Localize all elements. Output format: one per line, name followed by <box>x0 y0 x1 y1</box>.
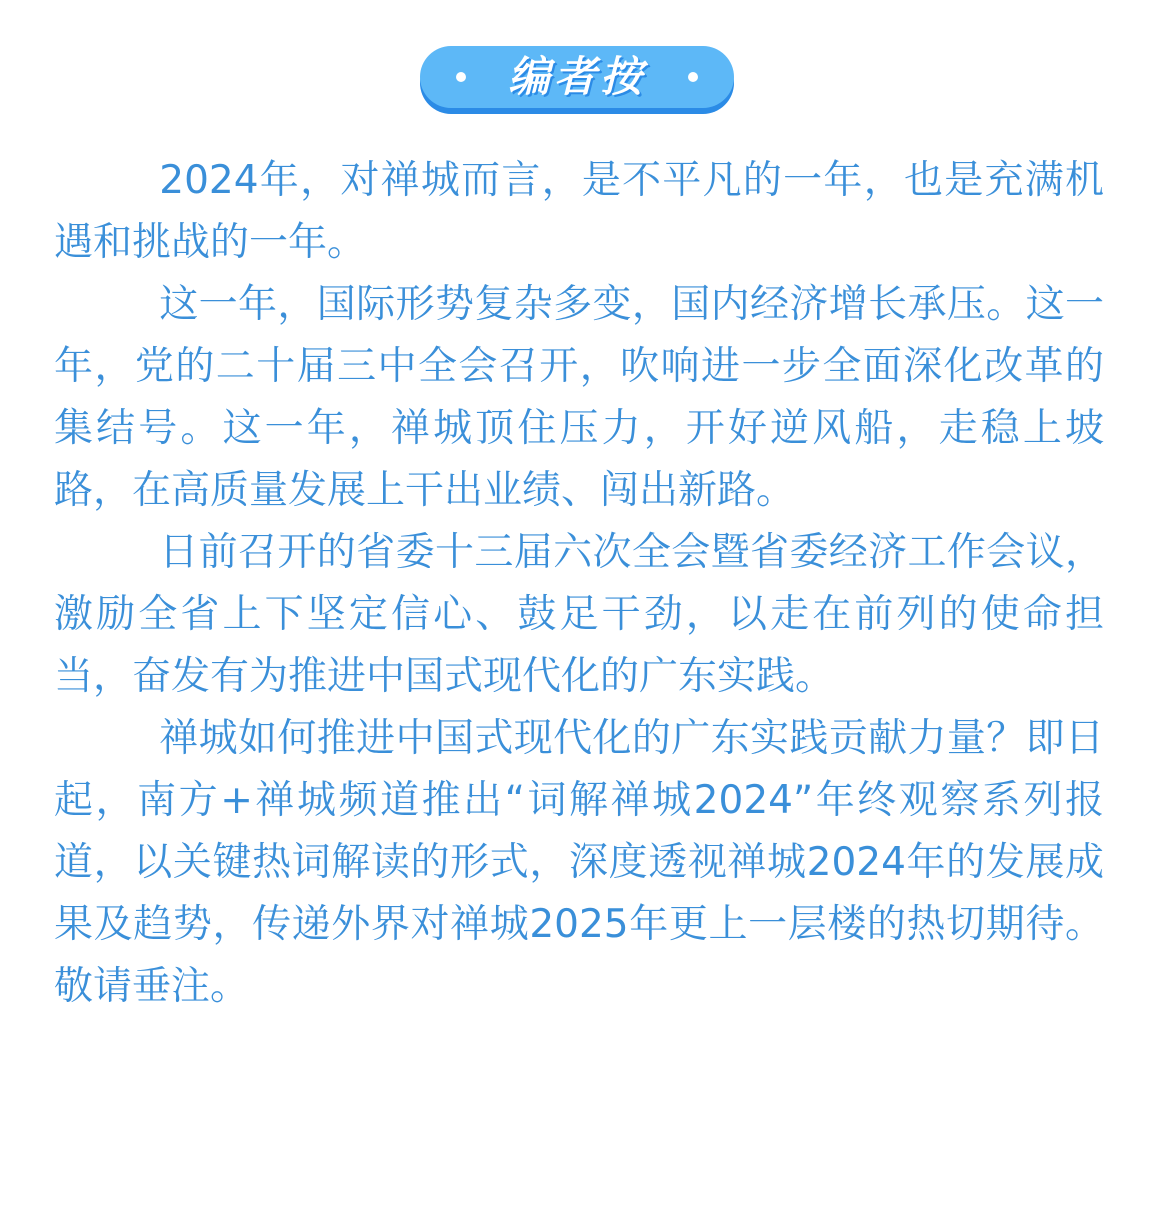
paragraph-4: 禅城如何推进中国式现代化的广东实践贡献力量？即日起，南方+禅城频道推出“词解禅城2024”年终观察系列报道，以关键热词解读的形式，深度透视禅城2024年的发展成果及趋势，传递外界对禅城2025年更上一层楼的热切期待。敬请垂注。 <box>54 716 1104 1009</box>
editor-note-header <box>420 46 734 114</box>
right-dot-icon <box>688 72 698 82</box>
paragraph-2: 这一年，国际形势复杂多变，国内经济增长承压。这一年，党的二十届三中全会召开，吹响进一步全面深化改革的集结号。这一年，禅城顶住压力，开好逆风船，走稳上坡路，在高质量发展上干出业绩、闯出新路。 <box>54 282 1104 513</box>
page-title: 编者按 <box>507 52 646 101</box>
header-pill <box>420 46 734 108</box>
article-body <box>54 150 1104 1018</box>
left-dot-icon <box>456 72 466 82</box>
paragraph-3: 日前召开的省委十三届六次全会暨省委经济工作会议，激励全省上下坚定信心、鼓足干劲，以走在前列的使命担当，奋发有为推进中国式现代化的广东实践。 <box>54 530 1104 699</box>
paragraph-1: 2024年，对禅城而言，是不平凡的一年，也是充满机遇和挑战的一年。 <box>54 158 1104 265</box>
